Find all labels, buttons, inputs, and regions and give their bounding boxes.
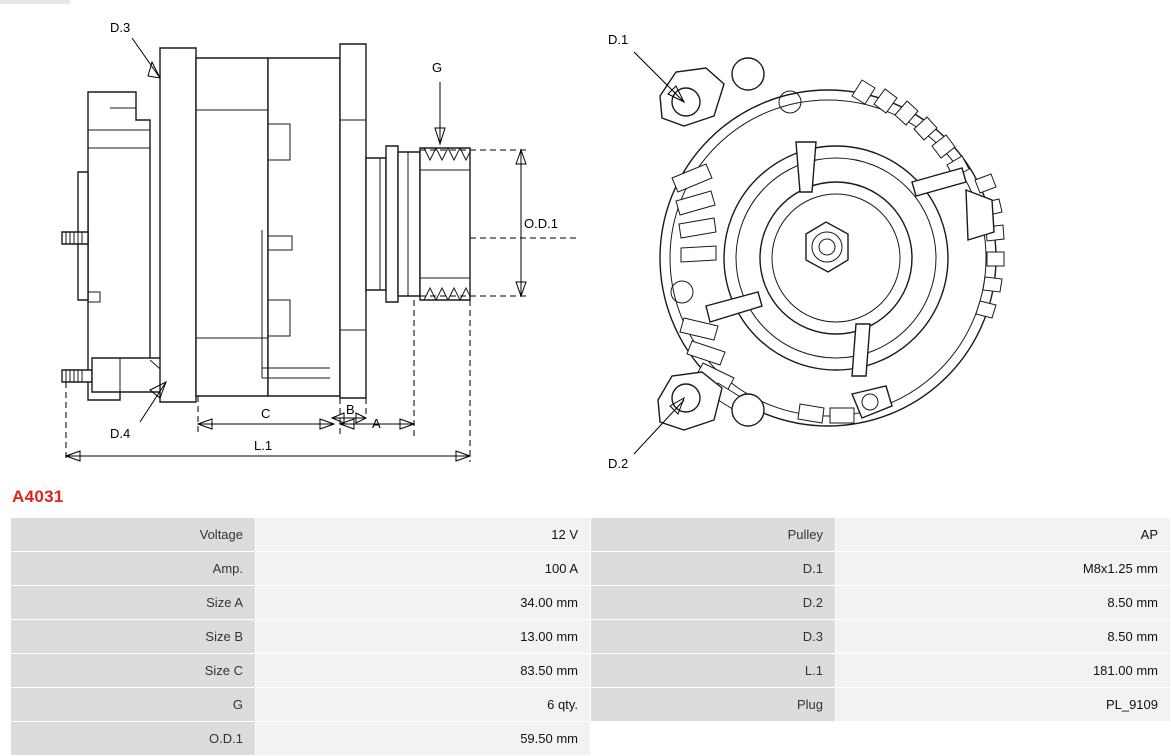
spec-label: Size C: [11, 654, 256, 688]
table-row: [11, 552, 1171, 586]
spec-label: O.D.1: [11, 722, 256, 756]
spec-label: Pulley: [591, 518, 836, 552]
specifications-table: [10, 517, 1171, 756]
label-l1: L.1: [254, 438, 273, 453]
spec-label: Plug: [591, 688, 836, 722]
spec-value: 12 V: [256, 518, 591, 552]
table-row: [11, 518, 1171, 552]
spec-label: D.3: [591, 620, 836, 654]
label-b: B: [346, 402, 355, 417]
spec-label: Amp.: [11, 552, 256, 586]
label-g: G: [432, 60, 443, 75]
spec-empty-cell: [591, 722, 836, 756]
spec-value: 83.50 mm: [256, 654, 591, 688]
spec-value: AP: [836, 518, 1171, 552]
spec-label: Size A: [11, 586, 256, 620]
spec-value: 6 qty.: [256, 688, 591, 722]
table-row: [11, 688, 1171, 722]
spec-value: 8.50 mm: [836, 620, 1171, 654]
spec-label: L.1: [591, 654, 836, 688]
spec-value: 100 A: [256, 552, 591, 586]
label-a: A: [372, 416, 381, 431]
spec-label: D.2: [591, 586, 836, 620]
label-c: C: [261, 406, 271, 421]
table-row: [11, 586, 1171, 620]
spec-value: 8.50 mm: [836, 586, 1171, 620]
spec-value: 181.00 mm: [836, 654, 1171, 688]
spec-label: D.1: [591, 552, 836, 586]
spec-label: G: [11, 688, 256, 722]
label-d2: D.2: [608, 456, 629, 471]
table-row: [11, 654, 1171, 688]
spec-label: Voltage: [11, 518, 256, 552]
label-d1: D.1: [608, 32, 629, 47]
label-d3: D.3: [110, 20, 131, 35]
spec-value: 34.00 mm: [256, 586, 591, 620]
part-number: A4031: [12, 487, 64, 506]
spec-value: 59.50 mm: [256, 722, 591, 756]
label-od1: O.D.1: [524, 216, 558, 231]
spec-value: PL_9109: [836, 688, 1171, 722]
front-view-group: [608, 32, 1004, 471]
spec-empty-cell: [836, 722, 1171, 756]
label-d4: D.4: [110, 426, 131, 441]
side-view-group: [62, 20, 580, 462]
table-row: [11, 722, 1171, 756]
spec-value: 13.00 mm: [256, 620, 591, 654]
table-row: [11, 620, 1171, 654]
spec-value: M8x1.25 mm: [836, 552, 1171, 586]
spec-label: Size B: [11, 620, 256, 654]
